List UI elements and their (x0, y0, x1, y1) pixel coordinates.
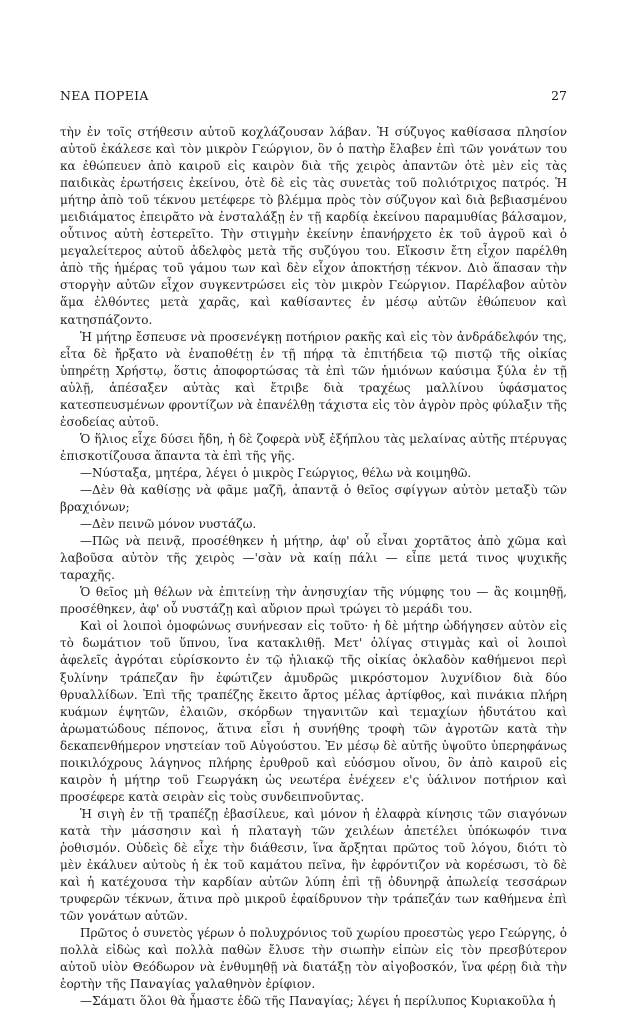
dialogue-line: —Δὲν πεινῶ μόνον νυστάζω. (80, 517, 257, 532)
paragraph: Ἡ σιγὴ ἐν τῇ τραπέζῃ ἐβασίλευε, καὶ μόνον ἡ ἐλαφρὰ κίνησις τῶν σιαγόνων κατὰ τὴν μάσσησιν καὶ ἡ πλαταγὴ τῶν χειλέων ἀπετέλει ὑπόκωφόν τινα ῥοθισμόν. Οὐδεὶς δὲ εἶχε τὴν διάθεσιν, ἵνα ἄρξηται πρῶτος τοῦ λόγου, διότι τὸ μὲν ἐκάλυεν αὐτοὺς ἡ ἐκ τοῦ καμάτου πεῖνα, ἣν ἐφρόντιζον νὰ κορέσωσι, τὸ δὲ καὶ ἡ κατέχουσα τὴν καρδίαν αὐτῶν λύπη ἐπὶ τῇ ὀδυνηρᾷ ἀπωλείᾳ τεσσάρων τρυφερῶν τέκνων, ἅτινα πρὸ μικροῦ ἐφαίδρυνον τὴν τράπεζάν των καθήμενα ἐπὶ τῶν γονάτων αὐτῶν. (60, 806, 567, 924)
page-number: 27 (551, 88, 567, 103)
dialogue-line: —Σάματι ὅλοι θὰ ἦμαστε ἐδῶ τῆς Παναγίας; λέγει ἡ περίλυπος Κυριακοῦλα ἡ (80, 994, 556, 1009)
dialogue-line: —Πῶς νὰ πεινᾷ, προσέθηκεν ἡ μήτηρ, ἀφ' οὗ εἶναι χορτᾶτος ἀπὸ χῶμα καὶ λαβοῦσα αὐτὸν τῆς χειρὸς —'σὰν νὰ καίῃ πάλι — εἶπε μετά τινος ψυχικῆς ταραχῆς. (60, 534, 567, 583)
paragraph: Πρῶτος ὁ συνετὸς γέρων ὁ πολυχρόνιος τοῦ χωρίου προεστὼς γερο Γεώργης, ὁ πολλὰ εἰδὼς καὶ πολλὰ παθὼν ἔλυσε τὴν σιωπὴν εἰπὼν εἰς τὸν πρεσβύτερον αὐτοῦ υἱὸν Θεόδωρον νὰ ἐνθυμηθῇ νὰ διατάξῃ τὸν αἰγοβοσκόν, ἵνα φέρῃ διὰ τὴν ἑορτὴν τῆς Παναγίας γαλαθηνὸν ἐρίφιον. (60, 926, 567, 992)
paragraph: Καὶ οἱ λοιποὶ ὁμοφώνως συνήνεσαν εἰς τοῦτο· ἡ δὲ μήτηρ ὡδήγησεν αὐτὸν εἰς τὸ δωμάτιον τοῦ ὕπνου, ἵνα κατακλιθῇ. Μετ' ὀλίγας στιγμὰς καὶ οἱ λοιποὶ ἀφελεῖς ἀγρόται εὑρίσκοντο ἐν τῷ ἠλιακῷ τῆς οἰκίας ὀκλαδὸν καθήμενοι περὶ ξυλίνην τράπεζαν ἣν ἐφώτιζεν ἀμυδρῶς μικρόστομον λυχνίδιον διὰ δύο θρυαλλίδων. Ἐπὶ τῆς τραπέζης ἔκειτο ἄρτος μέλας ἀρτίφθος, καὶ πινάκια πλήρη κυάμων ἑψητῶν, ἐλαιῶν, σκόρδων τηγανιτῶν καὶ τεμαχίων ἡδυτάτου καὶ ἀρωματώδους πέπονος, ἅτινα εἶσι ἡ συνήθης τροφὴ τῶν ἀγροτῶν κατὰ τὴν δεκαπενθήμερον νηστείαν τοῦ Αὐγούστου. Ἐν μέσῳ δὲ αὐτῆς ὑψοῦτο ὑπερηφάνως ποικιλόχρους λάγηνος πλήρης ἐρυθροῦ καὶ εὐόσμου οἴνου, ὃν ἀπὸ καιροῦ εἰς καιρὸν ἡ μήτηρ τοῦ Γεωργάκη ὡς νεωτέρα ἐνέχεεν ε'ς ὑάλινον ποτήριον καὶ προσέφερε κατὰ σειρὰν εἰς τοὺς συνδειπνοῦντας. (60, 619, 567, 804)
paragraph: Ὁ θεῖος μὴ θέλων νὰ ἐπιτείνῃ τὴν ἀνησυχίαν τῆς νύμφης του — ἂς κοιμηθῇ, προσέθηκεν, ἀφ' οὗ νυστάζῃ καὶ αὔριον πρωὶ τρώγει τὸ μεράδι του. (60, 585, 567, 617)
body-text (60, 124, 567, 1010)
dialogue-line: —Νύσταξα, μητέρα, λέγει ὁ μικρὸς Γεώργιος, θέλω νὰ κοιμηθῶ. (80, 465, 472, 480)
running-head (60, 88, 567, 108)
paragraph: Ἡ μήτηρ ἔσπευσε νὰ προσενέγκῃ ποτήριον ρακῆς καὶ εἰς τὸν ἀνδράδελφόν της, εἶτα δὲ ἤρξατο νὰ ἐναποθέτῃ ἐν τῇ πήρᾳ τὰ ἐπιτήδεια τῷ πιστῷ τῆς οἰκίας ὑπηρέτῃ Χρήστῳ, ὅστις ἀποφορτώσας τὰ ἐπὶ τῶν ἡμιόνων καύσιμα ξύλα ἐν τῇ αὐλῇ, ἀπέσαξεν αὐτὰς καὶ ἔτριβε διὰ τραχέως μαλλίνου ὑφάσματος κατεσπευσμένων φροντίζων νὰ ἐπανέλθῃ τάχιστα εἰς τὸν ἀγρὸν πρὸς φύλαξιν τῆς ἐσοδείας αὐτοῦ. (60, 329, 567, 429)
dialogue-line: —Δὲν θὰ καθίσῃς νὰ φᾶμε μαζῆ, ἀπαντᾷ ὁ θεῖος σφίγγων αὐτὸν μεταξὺ τῶν βραχιόνων; (60, 482, 567, 515)
running-title: ΝΕΑ ΠΟΡΕΙΑ (60, 88, 149, 103)
paragraph: τὴν ἐν τοῖς στήθεσιν αὐτοῦ κοχλάζουσαν λάβαν. Ἡ σύζυγος καθίσασα πλησίον αὐτοῦ ἐκάλεσε καὶ τὸν μικρὸν Γεώργιον, ὃν ὁ πατὴρ ἔλαβεν ἐπὶ τῶν γονάτων του κα ἐθώπευεν ἀπὸ καιροῦ εἰς καιρὸν διὰ τῆς χειρὸς ἀπαντῶν ὁτὲ μὲν εἰς τὰς παιδικὰς ἐρωτήσεις ἐκείνου, ὁτὲ δὲ εἰς τὰς συνετὰς τοῦ πολιότριχος πατρός. Ἡ μήτηρ ἀπὸ τοῦ τέκνου μετέφερε τὸ βλέμμα πρὸς τὸν σύζυγον καὶ διὰ βεβιασμένου μειδιάματος ἐπειρᾶτο νὰ ἐνσταλάξῃ ἐν τῇ καρδίᾳ ἐκείνου παραμυθίας βάλσαμον, οὗτινος αὐτὴ ἐστερεῖτο. Τὴν στιγμὴν ἐκείνην ἐπανήρχετο ἐκ τοῦ ἀγροῦ καὶ ὁ μεγαλείτερος αὐτοῦ ἀδελφὸς μετὰ τῆς συζύγου του. Εἴκοσιν ἔτη εἶχον παρέλθη ἀπὸ τῆς ἡμέρας τοῦ γάμου των καὶ δὲν εἶχον ἀποκτήσῃ τέκνον. Διὸ ἅπασαν τὴν στοργὴν αὐτῶν εἶχον συγκεντρώσει εἰς τὸν μικρὸν Γεώργιον. Παρέλαβον αὐτὸν ἅμα ἐλθόντες μετὰ χαρᾶς, καὶ καθίσαντες ἐν μέσῳ αὐτῶν ἐθώπευον καὶ κατησπάζοντο. (60, 125, 567, 327)
paragraph: Ὁ ἥλιος εἶχε δύσει ἤδη, ἡ δὲ ζοφερὰ νὺξ ἐξήπλου τὰς μελαίνας αὐτῆς πτέρυγας ἐπισκοτίζουσα ἅπαντα τὰ ἐπὶ τῆς γῆς. (60, 431, 567, 463)
